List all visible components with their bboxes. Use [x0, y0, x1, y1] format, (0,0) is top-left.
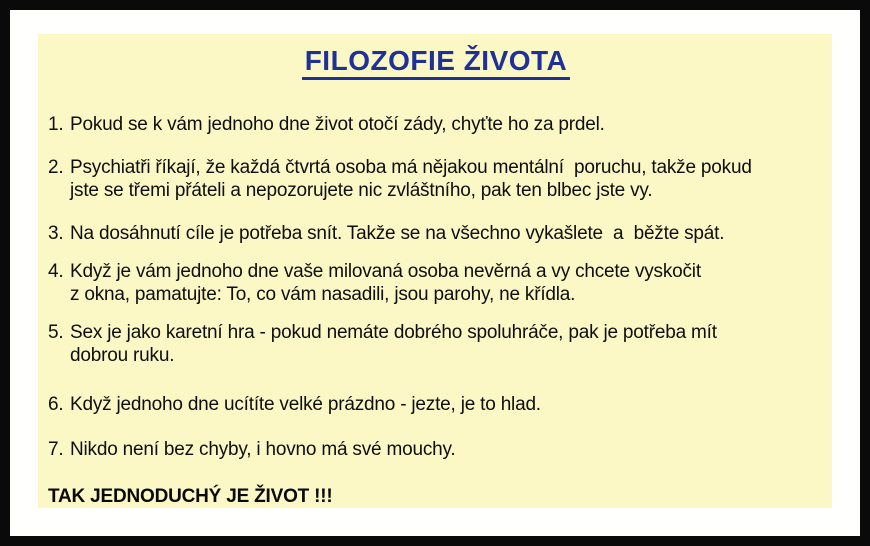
list-item [48, 393, 824, 416]
item-number: 6. [48, 394, 64, 415]
page-title: FILOZOFIE ŽIVOTA [302, 46, 571, 80]
list-item [48, 156, 824, 202]
item-text-line: z okna, pamatujte: To, co vám nasadili, jsou parohy, ne křídla. [70, 284, 576, 305]
item-number: 2. [48, 157, 64, 178]
item-number: 3. [48, 223, 64, 244]
list-item [48, 113, 824, 136]
item-number: 4. [48, 261, 64, 282]
item-text-line: Psychiatři říkají, že každá čtvrtá osoba má nějakou mentální poruchu, takže pokud [70, 157, 752, 178]
item-text-line: Na dosáhnutí cíle je potřeba snít. Takže se na všechno vykašlete a běžte spát. [70, 223, 725, 244]
item-number: 7. [48, 439, 64, 460]
item-text-line: jste se třemi přáteli a nepozorujete nic zvláštního, pak ten blbec jste vy. [70, 180, 653, 201]
list-item [48, 260, 824, 306]
closing-statement: TAK JEDNODUCHÝ JE ŽIVOT !!! [48, 486, 333, 507]
list-item [48, 438, 824, 461]
item-text-line: Když je vám jednoho dne vaše milovaná osoba nevěrná a vy chcete vyskočit [70, 261, 701, 282]
item-number: 1. [48, 114, 64, 135]
list-item [48, 321, 824, 367]
item-text-line: Když jednoho dne ucítíte velké prázdno - jezte, je to hlad. [70, 394, 541, 415]
item-text-line: Pokud se k vám jednoho dne život otočí zády, chyťte ho za prdel. [70, 114, 605, 135]
item-text-line: Nikdo není bez chyby, i hovno má své mouchy. [70, 439, 456, 460]
item-number: 5. [48, 322, 64, 343]
document-sheet [38, 34, 832, 508]
title-row [48, 46, 824, 79]
list-item [48, 222, 824, 245]
item-text-line: dobrou ruku. [70, 345, 175, 366]
item-text-line: Sex je jako karetní hra - pokud nemáte dobrého spoluhráče, pak je potřeba mít [70, 322, 717, 343]
